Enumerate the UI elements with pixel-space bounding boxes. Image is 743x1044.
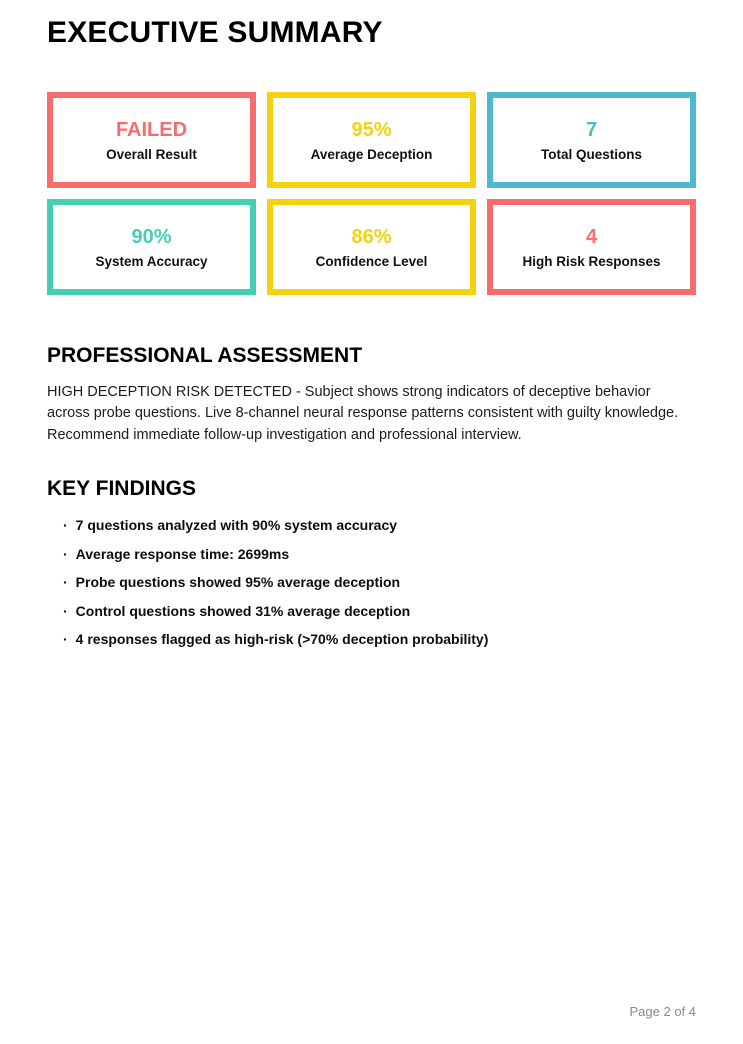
stat-card-high-risk-responses <box>487 199 696 295</box>
professional-assessment-heading: PROFESSIONAL ASSESSMENT <box>47 344 363 368</box>
stat-value: 95% <box>351 118 392 141</box>
finding-item <box>63 630 696 648</box>
professional-assessment-text: HIGH DECEPTION RISK DETECTED - Subject shows strong indicators of deceptive behavior across probe questions. Live 8-channel neural response patterns consistent with guilty knowledge. Recommend immediate follow-up investigation and professional interview. <box>47 383 679 443</box>
stat-card-total-questions <box>487 92 696 188</box>
stat-card-system-accuracy <box>47 199 256 295</box>
stat-label: Total Questions <box>540 146 642 162</box>
bullet-icon: · <box>63 574 68 591</box>
finding-item <box>63 545 696 563</box>
bullet-icon: · <box>63 602 68 619</box>
finding-item <box>63 602 696 620</box>
bullet-icon: · <box>63 631 68 648</box>
bullet-icon: · <box>63 545 68 562</box>
key-findings-heading: KEY FINDINGS <box>47 477 196 501</box>
stat-label: High Risk Responses <box>522 253 661 269</box>
finding-text: 7 questions analyzed with 90% system accuracy <box>75 517 398 534</box>
page-title: EXECUTIVE SUMMARY <box>47 16 383 49</box>
stat-value: 86% <box>351 225 392 248</box>
stat-label: Confidence Level <box>315 253 428 269</box>
stat-card-overall-result <box>47 92 256 188</box>
summary-cards-grid <box>47 92 696 295</box>
stat-value: 4 <box>585 225 598 248</box>
stat-card-confidence-level <box>267 199 476 295</box>
stat-label: Average Deception <box>310 146 433 162</box>
finding-item <box>63 516 696 534</box>
stat-value: 90% <box>131 225 172 248</box>
stat-card-average-deception <box>267 92 476 188</box>
stat-label: Overall Result <box>106 146 197 162</box>
key-findings-list <box>47 516 696 648</box>
stat-value: FAILED <box>115 118 188 141</box>
bullet-icon: · <box>63 517 68 534</box>
finding-item <box>63 573 696 591</box>
finding-text: Average response time: 2699ms <box>75 545 290 562</box>
finding-text: Probe questions showed 95% average deception <box>75 574 401 591</box>
finding-text: 4 responses flagged as high-risk (>70% deception probability) <box>75 631 489 648</box>
stat-label: System Accuracy <box>95 253 208 269</box>
stat-value: 7 <box>585 118 598 141</box>
finding-text: Control questions showed 31% average deception <box>75 602 411 619</box>
page-number: Page 2 of 4 <box>629 1004 696 1019</box>
